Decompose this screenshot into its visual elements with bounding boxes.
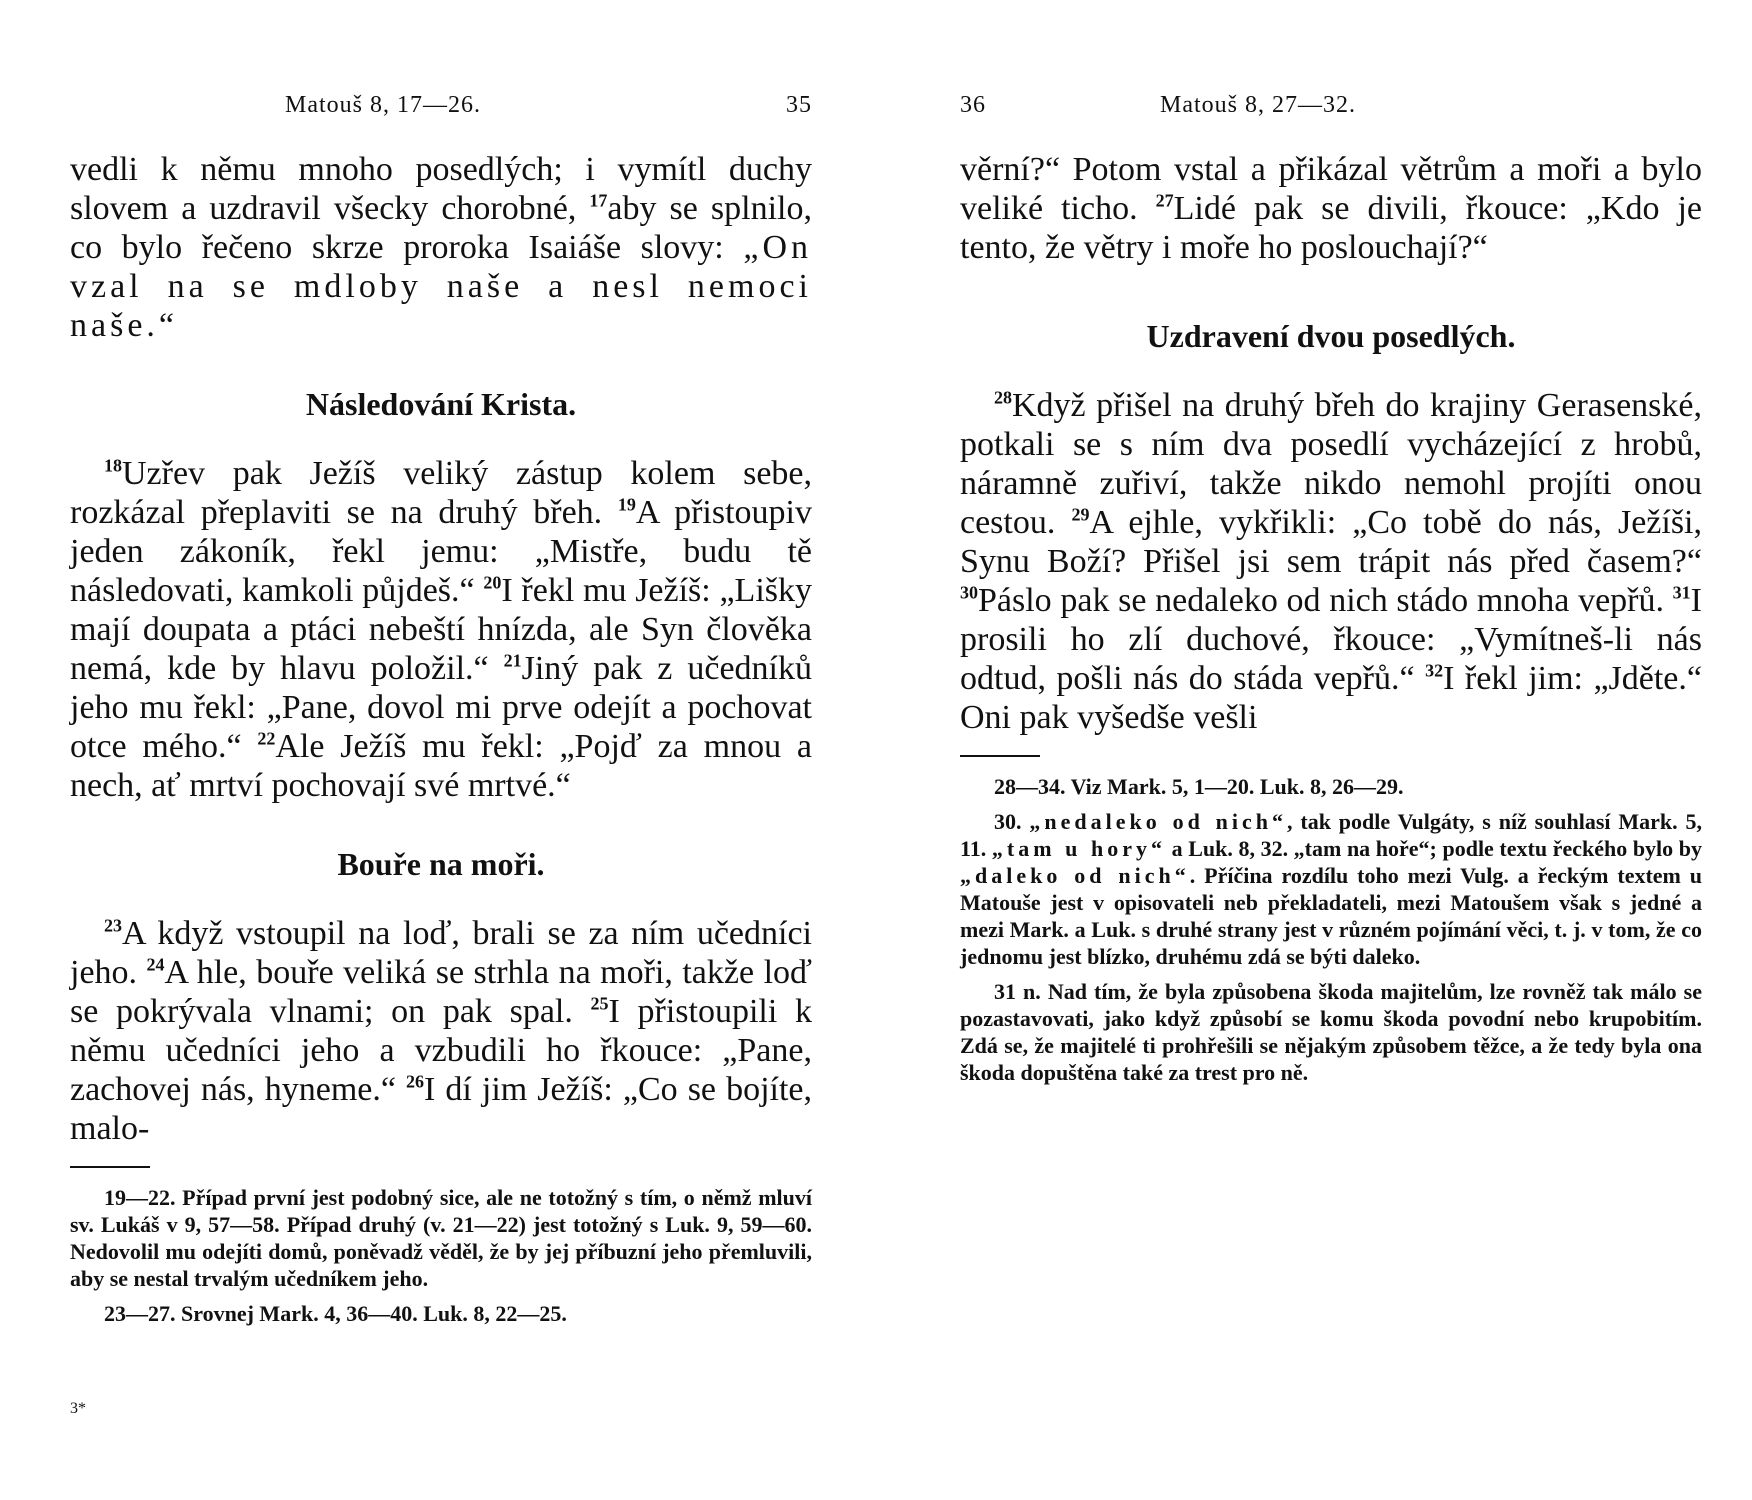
section-heading: Uzdravení dvou posedlých. xyxy=(1146,318,1516,354)
verse-number: 20 xyxy=(483,572,502,593)
page-number: 36 xyxy=(960,92,986,118)
verse-text: I řekl jim: „Jděte.“ Oni pak vyšedše vešli xyxy=(960,660,1702,736)
footnotes xyxy=(70,1184,812,1327)
verse-number: 31 xyxy=(1672,582,1691,603)
paragraph xyxy=(70,914,812,1148)
verse-number: 18 xyxy=(104,455,122,476)
footnote-ref: 30. xyxy=(994,809,1022,834)
verse-text: aby se splnilo, co bylo řečeno skrze proroka Isaiáše slovy: xyxy=(70,190,813,266)
signature-mark: 3* xyxy=(70,1400,86,1417)
body-text xyxy=(70,150,812,1335)
verse-number: 27 xyxy=(1155,190,1174,211)
verse-text: Uzřev pak Ježíš veliký zástup kolem sebe, rozkázal přeplaviti se na druhý břeh. xyxy=(70,455,812,531)
quotation: „tam u hory“ xyxy=(991,836,1167,861)
verse-number: 24 xyxy=(146,954,165,975)
running-header-title: Matouš 8, 27—32. xyxy=(1160,92,1356,118)
verse-number: 30 xyxy=(960,582,978,603)
verse-text: A když vstoupil na loď, brali se za ním učedníci jeho. xyxy=(70,915,812,991)
quotation: „daleko od nich“ xyxy=(960,863,1190,888)
verse-number: 29 xyxy=(1071,504,1090,525)
verse-text: Lidé pak se divili, řkouce: „Kdo je tento, že větry i moře ho poslouchají?“ xyxy=(960,190,1703,266)
footnote: 31 n. Nad tím, že byla způsobena škoda majitelům, lze rovněž tak málo se pozastavovati, jako když způsobí se komu škoda povodní nebo krupobitím. Zdá se, že majitelé ti prohřešili se nějakým způsobem těžce, a že tedy byla ona škoda dopuštěna také za trest pro ně. xyxy=(960,979,1702,1085)
verse-text: Páslo pak se nedaleko od nich stádo mnoha vepřů. xyxy=(978,582,1664,619)
footnote: 19—22. Případ první jest podobný sice, ale ne totožný s tím, o němž mluví sv. Lukáš v 9, 57—58. Případ druhý (v. 21—22) jest totožný s Luk. 9, 59—60. Nedovolil mu odejíti domů, poněvadž věděl, že by jej příbuzní jeho přemluvili, aby se nestal trvalým učedníkem jeho. xyxy=(70,1185,812,1291)
verse-number: 21 xyxy=(503,650,522,671)
quotation: „nedaleko od nich“ xyxy=(1029,809,1288,834)
footnote-text: a Luk. 8, 32. „tam na hoře“; podle textu řeckého bylo by xyxy=(1171,836,1703,861)
verse-text: A ejhle, vykřikli: „Co tobě do nás, Ježíši, Synu Boží? Přišel jsi sem trápit nás před časem?“ xyxy=(960,504,1702,580)
verse-number: 28 xyxy=(994,387,1012,408)
footnote: 28—34. Viz Mark. 5, 1—20. Luk. 8, 26—29. xyxy=(994,774,1404,799)
verse-text: Ale Ježíš mu řekl: „Pojď za mnou a nech, ať mrtví pochovají své mrtvé.“ xyxy=(70,728,812,804)
footnote: 23—27. Srovnej Mark. 4, 36—40. Luk. 8, 22—25. xyxy=(104,1301,567,1326)
verse-number: 22 xyxy=(257,728,276,749)
footnotes xyxy=(960,773,1702,1086)
verse-number: 32 xyxy=(1425,660,1444,681)
body-text xyxy=(960,150,1702,1094)
quotation: „On vzal na se mdloby naše a nesl nemoci naše.“ xyxy=(70,229,813,344)
footnote-text: . Příčina rozdílu toho mezi Vulg. a řeckým textem u Matouše jest v opisovateli neb překladateli, mezi Matoušem však s jedné a mezi Mark. a Luk. s druhé strany jest v různém pojímání věci, t. j. v tom, že co jednomu jest blízko, druhému zdá se býti daleko. xyxy=(960,863,1703,969)
paragraph xyxy=(70,454,812,805)
footnote xyxy=(960,808,1702,970)
section-heading: Bouře na moři. xyxy=(337,846,545,882)
section-heading: Následování Krista. xyxy=(305,386,577,422)
verse-text: vedli k němu mnoho posedlých; i vymítl duchy slovem a uzdravil všecky chorobné, xyxy=(70,151,812,227)
verse-number: 26 xyxy=(406,1071,425,1092)
verse-text: I přistoupili k němu učedníci jeho a vzbudili ho řkouce: „Pane, zachovej nás, hyneme.“ xyxy=(70,993,812,1108)
running-header-title: Matouš 8, 17—26. xyxy=(285,92,481,118)
verse-text: Jiný pak z učedníků jeho mu řekl: „Pane, dovol mi prve odejít a pochovat otce mého.“ xyxy=(70,650,812,765)
verse-number: 17 xyxy=(589,190,608,211)
footnote-divider xyxy=(70,1166,150,1168)
paragraph xyxy=(960,150,1702,267)
page-number: 35 xyxy=(786,92,812,118)
footnote-text: , tak podle Vulgáty, s níž souhlasí Mark. 5, 11. xyxy=(960,809,1702,861)
verse-text: A hle, bouře veliká se strhla na moři, takže loď se pokrývala vlnami; on pak spal. xyxy=(70,954,813,1030)
verse-number: 19 xyxy=(617,494,636,515)
verse-text: věrní?“ Potom vstal a přikázal větrům a moři a bylo veliké ticho. xyxy=(960,151,1702,227)
verse-text: I prosili ho zlí duchové, řkouce: „Vymítneš-li nás odtud, pošli nás do stáda vepřů.“ xyxy=(960,582,1702,697)
verse-number: 23 xyxy=(104,915,122,936)
footnote-divider xyxy=(960,755,1040,757)
verse-text: A přistoupiv jeden zákoník, řekl jemu: „Mistře, budu tě následovati, kamkoli půjdeš.“ xyxy=(70,494,813,609)
verse-text: Když přišel na druhý břeh do krajiny Gerasenské, potkali se s ním dva posedlí vycházející z hrobů, náramně zuřiví, takže nikdo nemohl projíti onou cestou. xyxy=(960,387,1702,541)
paragraph xyxy=(70,150,812,345)
verse-text: I řekl mu Ježíš: „Lišky mají doupata a ptáci nebeští hnízda, ale Syn člověka nemá, kde by hlavu položil.“ xyxy=(70,572,813,687)
paragraph xyxy=(960,386,1702,737)
verse-text: I dí jim Ježíš: „Co se bojíte, malo- xyxy=(70,1071,813,1147)
verse-number: 25 xyxy=(590,993,609,1014)
